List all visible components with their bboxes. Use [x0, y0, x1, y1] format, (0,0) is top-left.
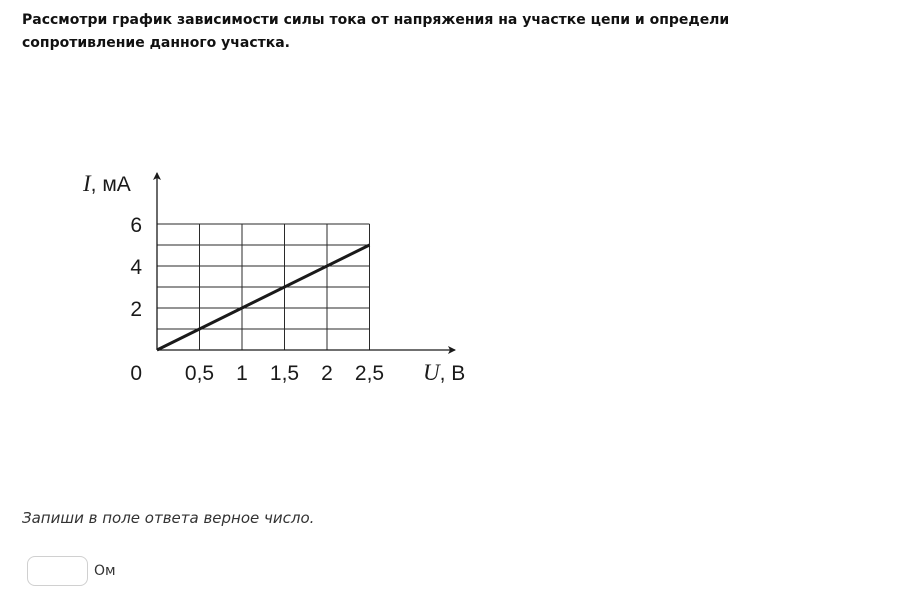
x-tick-label: 0,5 — [184, 362, 215, 385]
chart-series — [157, 245, 370, 350]
x-tick-label: 1,5 — [269, 362, 300, 385]
y-tick-label: 2 — [130, 298, 142, 321]
answer-unit-label: Ом — [94, 563, 116, 579]
x-tick-label: 2,5 — [354, 362, 385, 385]
question-text: Рассмотри график зависимости силы тока от напряжения на участке цепи и определи сопротивление данного участка. — [22, 12, 730, 51]
y-axis-label — [82, 171, 131, 196]
y-axis-unit: , мА — [90, 173, 131, 196]
y-axis-symbol: I — [83, 171, 91, 196]
chart-grid — [157, 224, 370, 350]
x-tick-label: 2 — [321, 362, 333, 385]
y-tick-label: 6 — [130, 214, 142, 237]
x-tick-label: 1 — [236, 362, 248, 385]
answer-row — [27, 555, 116, 587]
x-axis-label — [423, 360, 465, 385]
chart-svg — [70, 160, 490, 400]
origin-label: 0 — [130, 362, 142, 385]
answer-input[interactable] — [27, 556, 88, 586]
x-axis-unit: , В — [439, 362, 466, 385]
series-line — [157, 245, 370, 350]
y-tick-label: 4 — [130, 256, 142, 279]
x-axis-symbol: U — [423, 360, 440, 385]
current-voltage-graph — [70, 160, 490, 400]
answer-instruction: Запиши в поле ответа верное число. — [22, 509, 315, 527]
